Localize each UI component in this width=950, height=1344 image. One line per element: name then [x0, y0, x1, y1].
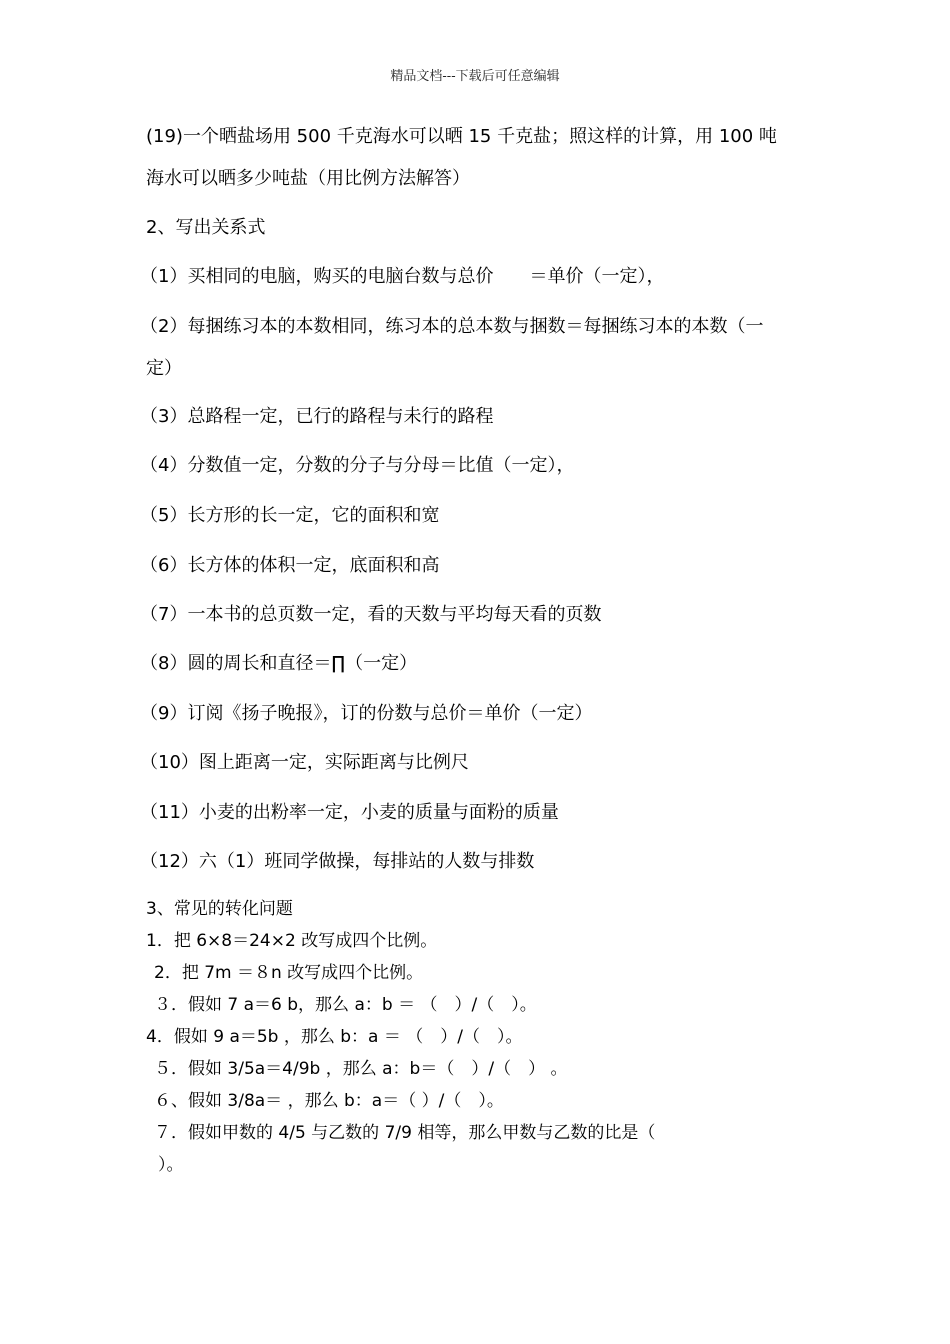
conversion-item-7-cont: ）。	[158, 1155, 184, 1175]
relation-item-1: （1）买相同的电脑，购买的电脑台数与总价 ＝单价（一定），	[140, 266, 665, 287]
conversion-item-3: ３．假如 7 a＝6 b，那么 a：b ＝ （ ）/（ ）。	[154, 995, 537, 1015]
relation-item-2: （2）每捆练习本的本数相同，练习本的总本数与捆数＝每捆练习本的本数（一	[140, 316, 764, 337]
question-19-line2: 海水可以晒多少吨盐（用比例方法解答）	[146, 168, 470, 189]
relation-item-5: （5）长方形的长一定，它的面积和宽	[140, 505, 440, 526]
conversion-item-6: ６、假如 3/8a＝ ，那么 b：a＝（ ）/（ ）。	[154, 1091, 504, 1111]
relation-item-2-cont: 定）	[146, 358, 182, 379]
section-2-title: 2、写出关系式	[146, 217, 266, 238]
relation-item-6: （6）长方体的体积一定，底面积和高	[140, 555, 440, 576]
relation-item-7: （7）一本书的总页数一定，看的天数与平均每天看的页数	[140, 604, 602, 625]
conversion-item-1: 1．把 6×8＝24×2 改写成四个比例。	[146, 931, 438, 951]
relation-item-10: （10）图上距离一定，实际距离与比例尺	[140, 752, 469, 773]
relation-item-3: （3）总路程一定，已行的路程与未行的路程	[140, 406, 494, 427]
relation-item-4: （4）分数值一定，分数的分子与分母＝比值（一定），	[140, 455, 575, 476]
question-19-line1: (19)一个晒盐场用 500 千克海水可以晒 15 千克盐；照这样的计算，用 100 吨	[146, 126, 777, 147]
page-header: 精品文档---下载后可任意编辑	[390, 69, 560, 84]
conversion-item-7: ７．假如甲数的 4/5 与乙数的 7/9 相等，那么甲数与乙数的比是（	[154, 1123, 656, 1143]
relation-item-8: （8）圆的周长和直径＝∏（一定）	[140, 653, 418, 674]
relation-item-12: （12）六（1）班同学做操，每排站的人数与排数	[140, 851, 535, 872]
section-3-title: 3、常见的转化问题	[146, 899, 293, 919]
conversion-item-4: 4．假如 9 a＝5b ，那么 b：a ＝ （ ）/（ ）。	[146, 1027, 523, 1047]
relation-item-9: （9）订阅《扬子晚报》，订的份数与总价＝单价（一定）	[140, 703, 593, 724]
relation-item-11: （11）小麦的出粉率一定，小麦的质量与面粉的质量	[140, 802, 559, 823]
conversion-item-2: 2．把 7m ＝８n 改写成四个比例。	[154, 963, 424, 983]
conversion-item-5: ５．假如 3/5a＝4/9b ，那么 a：b＝（ ）/（ ） 。	[154, 1059, 568, 1079]
